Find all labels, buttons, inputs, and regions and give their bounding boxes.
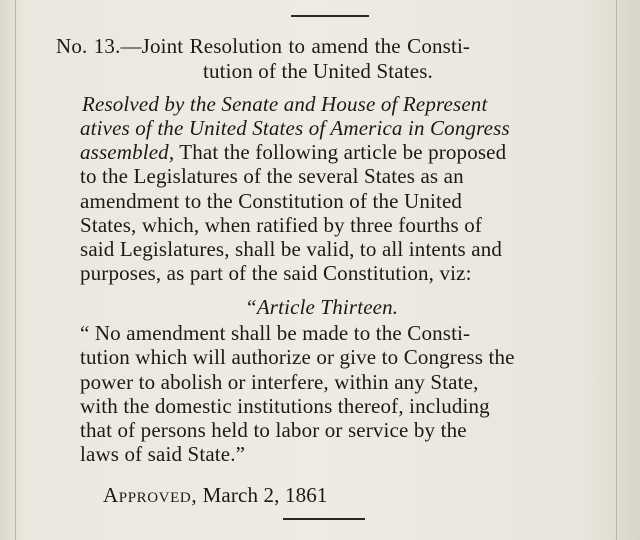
approved-label: Approved,	[103, 483, 198, 507]
left-column-edge	[15, 0, 16, 540]
resolution-paragraph-line-1: Resolved by the Senate and House of Represent	[82, 92, 488, 116]
article-heading: “Article Thirteen.	[245, 295, 399, 319]
resolution-title-line-2: tution of the United States.	[203, 59, 433, 83]
article-text-line-6: laws of said State.”	[80, 442, 246, 466]
approved-line	[103, 483, 328, 507]
approved-date: March 2, 1861	[197, 483, 328, 507]
resolution-paragraph-line-4: to the Legislatures of the several States as an	[80, 164, 464, 188]
resolution-paragraph-line-2: atives of the United States of America in Congress	[80, 116, 510, 140]
resolution-paragraph-line-7: said Legislatures, shall be valid, to all intents and	[80, 237, 503, 261]
resolution-paragraph-line-5: amendment to the Constitution of the United	[80, 189, 463, 213]
assembled-italic: assembled,	[80, 140, 175, 164]
article-text-line-2: tution which will authorize or give to Congress the	[80, 345, 515, 369]
assembled-rest: That the following article be proposed	[174, 140, 507, 164]
bottom-separator-rule	[283, 518, 365, 520]
resolution-title-line-1: No. 13.—Joint Resolution to amend the Consti-	[56, 34, 471, 58]
article-text-line-1: “ No amendment shall be made to the Consti-	[80, 321, 471, 345]
resolution-paragraph-line-6: States, which, when ratified by three fourths of	[80, 213, 483, 237]
right-column-edge	[616, 0, 617, 540]
article-text-line-4: with the domestic institutions thereof, including	[80, 394, 490, 418]
article-text-line-3: power to abolish or interfere, within any State,	[80, 370, 479, 394]
resolution-paragraph-line-8: purposes, as part of the said Constitution, viz:	[80, 261, 472, 285]
resolution-paragraph-line-3	[80, 140, 506, 164]
top-separator-rule	[291, 15, 369, 17]
article-text-line-5: that of persons held to labor or service by the	[80, 418, 467, 442]
